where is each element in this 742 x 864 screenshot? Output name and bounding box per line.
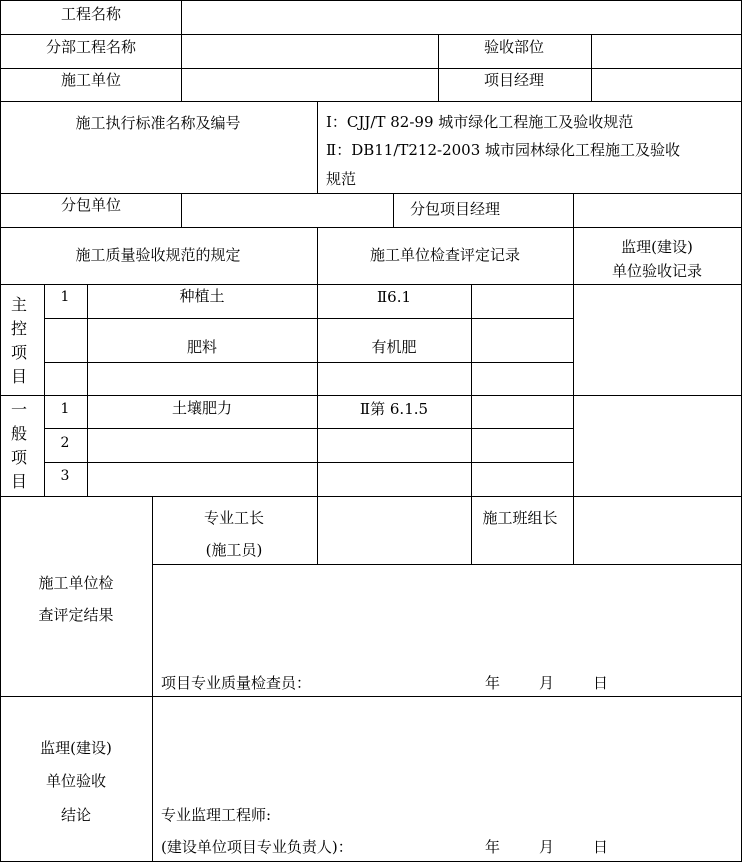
item-clause: Ⅱ6.1 (376, 288, 412, 306)
engineer-label: 专业监理工程师: (161, 806, 272, 824)
project-name-label: 工程名称 (60, 5, 122, 23)
month-label: 月 (539, 674, 555, 692)
spec-header: 施工质量验收规范的规定 (75, 246, 241, 264)
month-label: 月 (539, 838, 555, 856)
result-label-2: 查评定结果 (38, 606, 114, 624)
rule (317, 496, 318, 564)
acceptance-part-label: 验收部位 (483, 38, 545, 56)
subcontractor-label: 分包单位 (60, 196, 122, 214)
item-clause: Ⅱ第 6.1.5 (359, 400, 429, 418)
main-items-label (9, 293, 29, 389)
label-char: 一 (10, 400, 27, 419)
construction-unit-label: 施工单位 (60, 71, 122, 89)
rule (44, 428, 573, 429)
row-no: 1 (60, 401, 70, 417)
conclusion-label-3: 结论 (60, 806, 92, 824)
item-clause: 有机肥 (371, 338, 417, 356)
rule (0, 496, 742, 497)
rule (44, 284, 45, 496)
year-label: 年 (485, 838, 501, 856)
rule (573, 193, 574, 496)
standard-2: Ⅱ：DB11/T212-2003 城市园林绿化工程施工及验收 (326, 141, 681, 159)
label-char: 项 (10, 343, 27, 362)
owner-rep-label: (建设单位项目专业负责人)： (161, 838, 353, 856)
rule (393, 193, 394, 227)
item-name: 土壤肥力 (171, 399, 233, 417)
rule (152, 496, 153, 862)
rule (87, 284, 88, 496)
conclusion-label-2: 单位验收 (45, 772, 107, 790)
rule (152, 564, 742, 565)
item-name: 种植土 (179, 287, 225, 305)
day-label: 日 (593, 674, 609, 692)
standard-1: Ⅰ：CJJ/T 82-99 城市绿化工程施工及验收规范 (326, 113, 634, 131)
subcontract-manager-label: 分包项目经理 (409, 200, 501, 218)
rule (0, 101, 742, 102)
day-label: 日 (593, 838, 609, 856)
supervision-header-2: 单位验收记录 (611, 262, 703, 280)
label-char: 项 (10, 448, 27, 467)
label-char: 控 (10, 319, 27, 338)
supervision-header-1: 监理(建设) (621, 238, 693, 256)
rule (0, 284, 742, 285)
item-name: 肥料 (186, 338, 218, 356)
label-char: 主 (10, 295, 27, 314)
rule (471, 284, 472, 496)
standard-label: 施工执行标准名称及编号 (75, 114, 241, 132)
row-no: 2 (60, 435, 70, 451)
conclusion-label-1: 监理(建设) (40, 739, 112, 757)
rule (438, 34, 439, 102)
rule (0, 227, 742, 228)
foreman-label-1: 专业工长 (203, 509, 265, 527)
rule (44, 318, 573, 319)
rule (0, 0, 1, 862)
label-char: 般 (10, 424, 27, 443)
rule (0, 34, 742, 35)
rule (317, 101, 318, 193)
record-header: 施工单位检查评定记录 (369, 246, 521, 264)
general-items-label (9, 398, 29, 494)
rule (0, 395, 742, 396)
row-no: 1 (60, 289, 70, 305)
project-manager-label: 项目经理 (483, 71, 545, 89)
rule (0, 861, 742, 862)
result-label-1: 施工单位检 (38, 574, 114, 592)
rule (591, 34, 592, 102)
team-leader-label: 施工班组长 (482, 509, 558, 527)
foreman-label-2: (施工员) (205, 541, 263, 559)
rule (471, 496, 472, 564)
rule (573, 496, 574, 564)
year-label: 年 (485, 674, 501, 692)
rule (181, 0, 182, 102)
label-char: 目 (10, 472, 27, 491)
rule (181, 193, 182, 227)
rule (44, 362, 573, 363)
rule (44, 462, 573, 463)
inspector-label: 项目专业质量检查员： (161, 674, 312, 692)
sub-project-label: 分部工程名称 (45, 38, 137, 56)
rule (0, 193, 742, 194)
standard-2-cont: 规范 (326, 170, 357, 188)
rule (0, 68, 742, 69)
label-char: 目 (10, 367, 27, 386)
rule (0, 0, 742, 1)
rule (317, 227, 318, 496)
rule (0, 696, 742, 697)
row-no: 3 (60, 468, 70, 484)
